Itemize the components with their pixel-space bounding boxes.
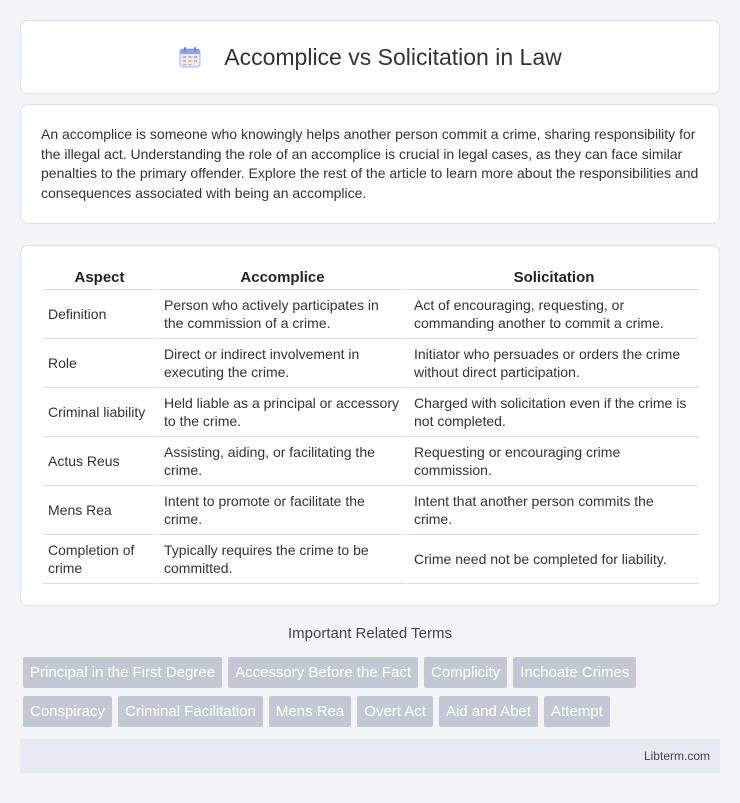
- row-accomplice: Typically requires the crime to be committed.: [156, 535, 406, 584]
- related-term-tag[interactable]: Criminal Facilitation: [118, 696, 263, 727]
- page-title: Accomplice vs Solicitation in Law: [224, 43, 562, 70]
- related-term-tag[interactable]: Aid and Abet: [439, 696, 538, 727]
- table-row: [43, 535, 699, 584]
- row-aspect: Role: [43, 339, 156, 388]
- related-term-tag[interactable]: Inchoate Crimes: [513, 657, 636, 688]
- header-solicitation: Solicitation: [406, 266, 699, 290]
- table-row: [43, 290, 699, 339]
- row-solicitation: Intent that another person commits the crime.: [406, 486, 699, 535]
- table-header-row: [43, 266, 699, 290]
- row-aspect: Definition: [43, 290, 156, 339]
- related-term-tag[interactable]: Principal in the First Degree: [23, 657, 222, 688]
- row-aspect: Completion of crime: [43, 535, 156, 584]
- related-term-tag[interactable]: Attempt: [544, 696, 610, 727]
- row-accomplice: Assisting, aiding, or facilitating the crime.: [156, 437, 406, 486]
- comparison-table: [43, 266, 699, 584]
- table-row: [43, 437, 699, 486]
- row-aspect: Mens Rea: [43, 486, 156, 535]
- related-term-tag[interactable]: Conspiracy: [23, 696, 112, 727]
- calendar-icon: [178, 45, 202, 69]
- row-accomplice: Direct or indirect involvement in executing the crime.: [156, 339, 406, 388]
- header-accomplice: Accomplice: [156, 266, 406, 290]
- row-solicitation: Charged with solicitation even if the crime is not completed.: [406, 388, 699, 437]
- title-card: [20, 20, 720, 94]
- footer: [20, 739, 720, 773]
- row-aspect: Actus Reus: [43, 437, 156, 486]
- header-aspect: Aspect: [43, 266, 156, 290]
- related-term-tag[interactable]: Mens Rea: [269, 696, 351, 727]
- row-accomplice: Held liable as a principal or accessory to the crime.: [156, 388, 406, 437]
- row-accomplice: Intent to promote or facilitate the crime.: [156, 486, 406, 535]
- row-solicitation: Initiator who persuades or orders the crime without direct participation.: [406, 339, 699, 388]
- related-term-tag[interactable]: Accessory Before the Fact: [228, 657, 418, 688]
- comparison-card: [20, 245, 720, 606]
- footer-site-link[interactable]: Libterm.com: [643, 749, 710, 763]
- intro-card: [20, 104, 720, 224]
- related-term-tag[interactable]: Overt Act: [357, 696, 433, 727]
- row-accomplice: Person who actively participates in the commission of a crime.: [156, 290, 406, 339]
- related-terms-heading: Important Related Terms: [288, 625, 452, 642]
- intro-paragraph: An accomplice is someone who knowingly helps another person commit a crime, sharing responsibility for the illegal act. Understanding the role of an accomplice is crucial in legal cases, as they can face similar penalties to the primary offender. Explore the rest of the article to learn more about the responsibilities and consequences associated with being an accomplice.: [41, 126, 699, 201]
- table-row: [43, 339, 699, 388]
- table-row: [43, 388, 699, 437]
- related-terms-list: [23, 657, 703, 729]
- row-solicitation: Requesting or encouraging crime commission.: [406, 437, 699, 486]
- table-row: [43, 486, 699, 535]
- related-term-tag[interactable]: Complicity: [424, 657, 507, 688]
- row-solicitation: Crime need not be completed for liability.: [406, 535, 699, 584]
- row-aspect: Criminal liability: [43, 388, 156, 437]
- row-solicitation: Act of encouraging, requesting, or commanding another to commit a crime.: [406, 290, 699, 339]
